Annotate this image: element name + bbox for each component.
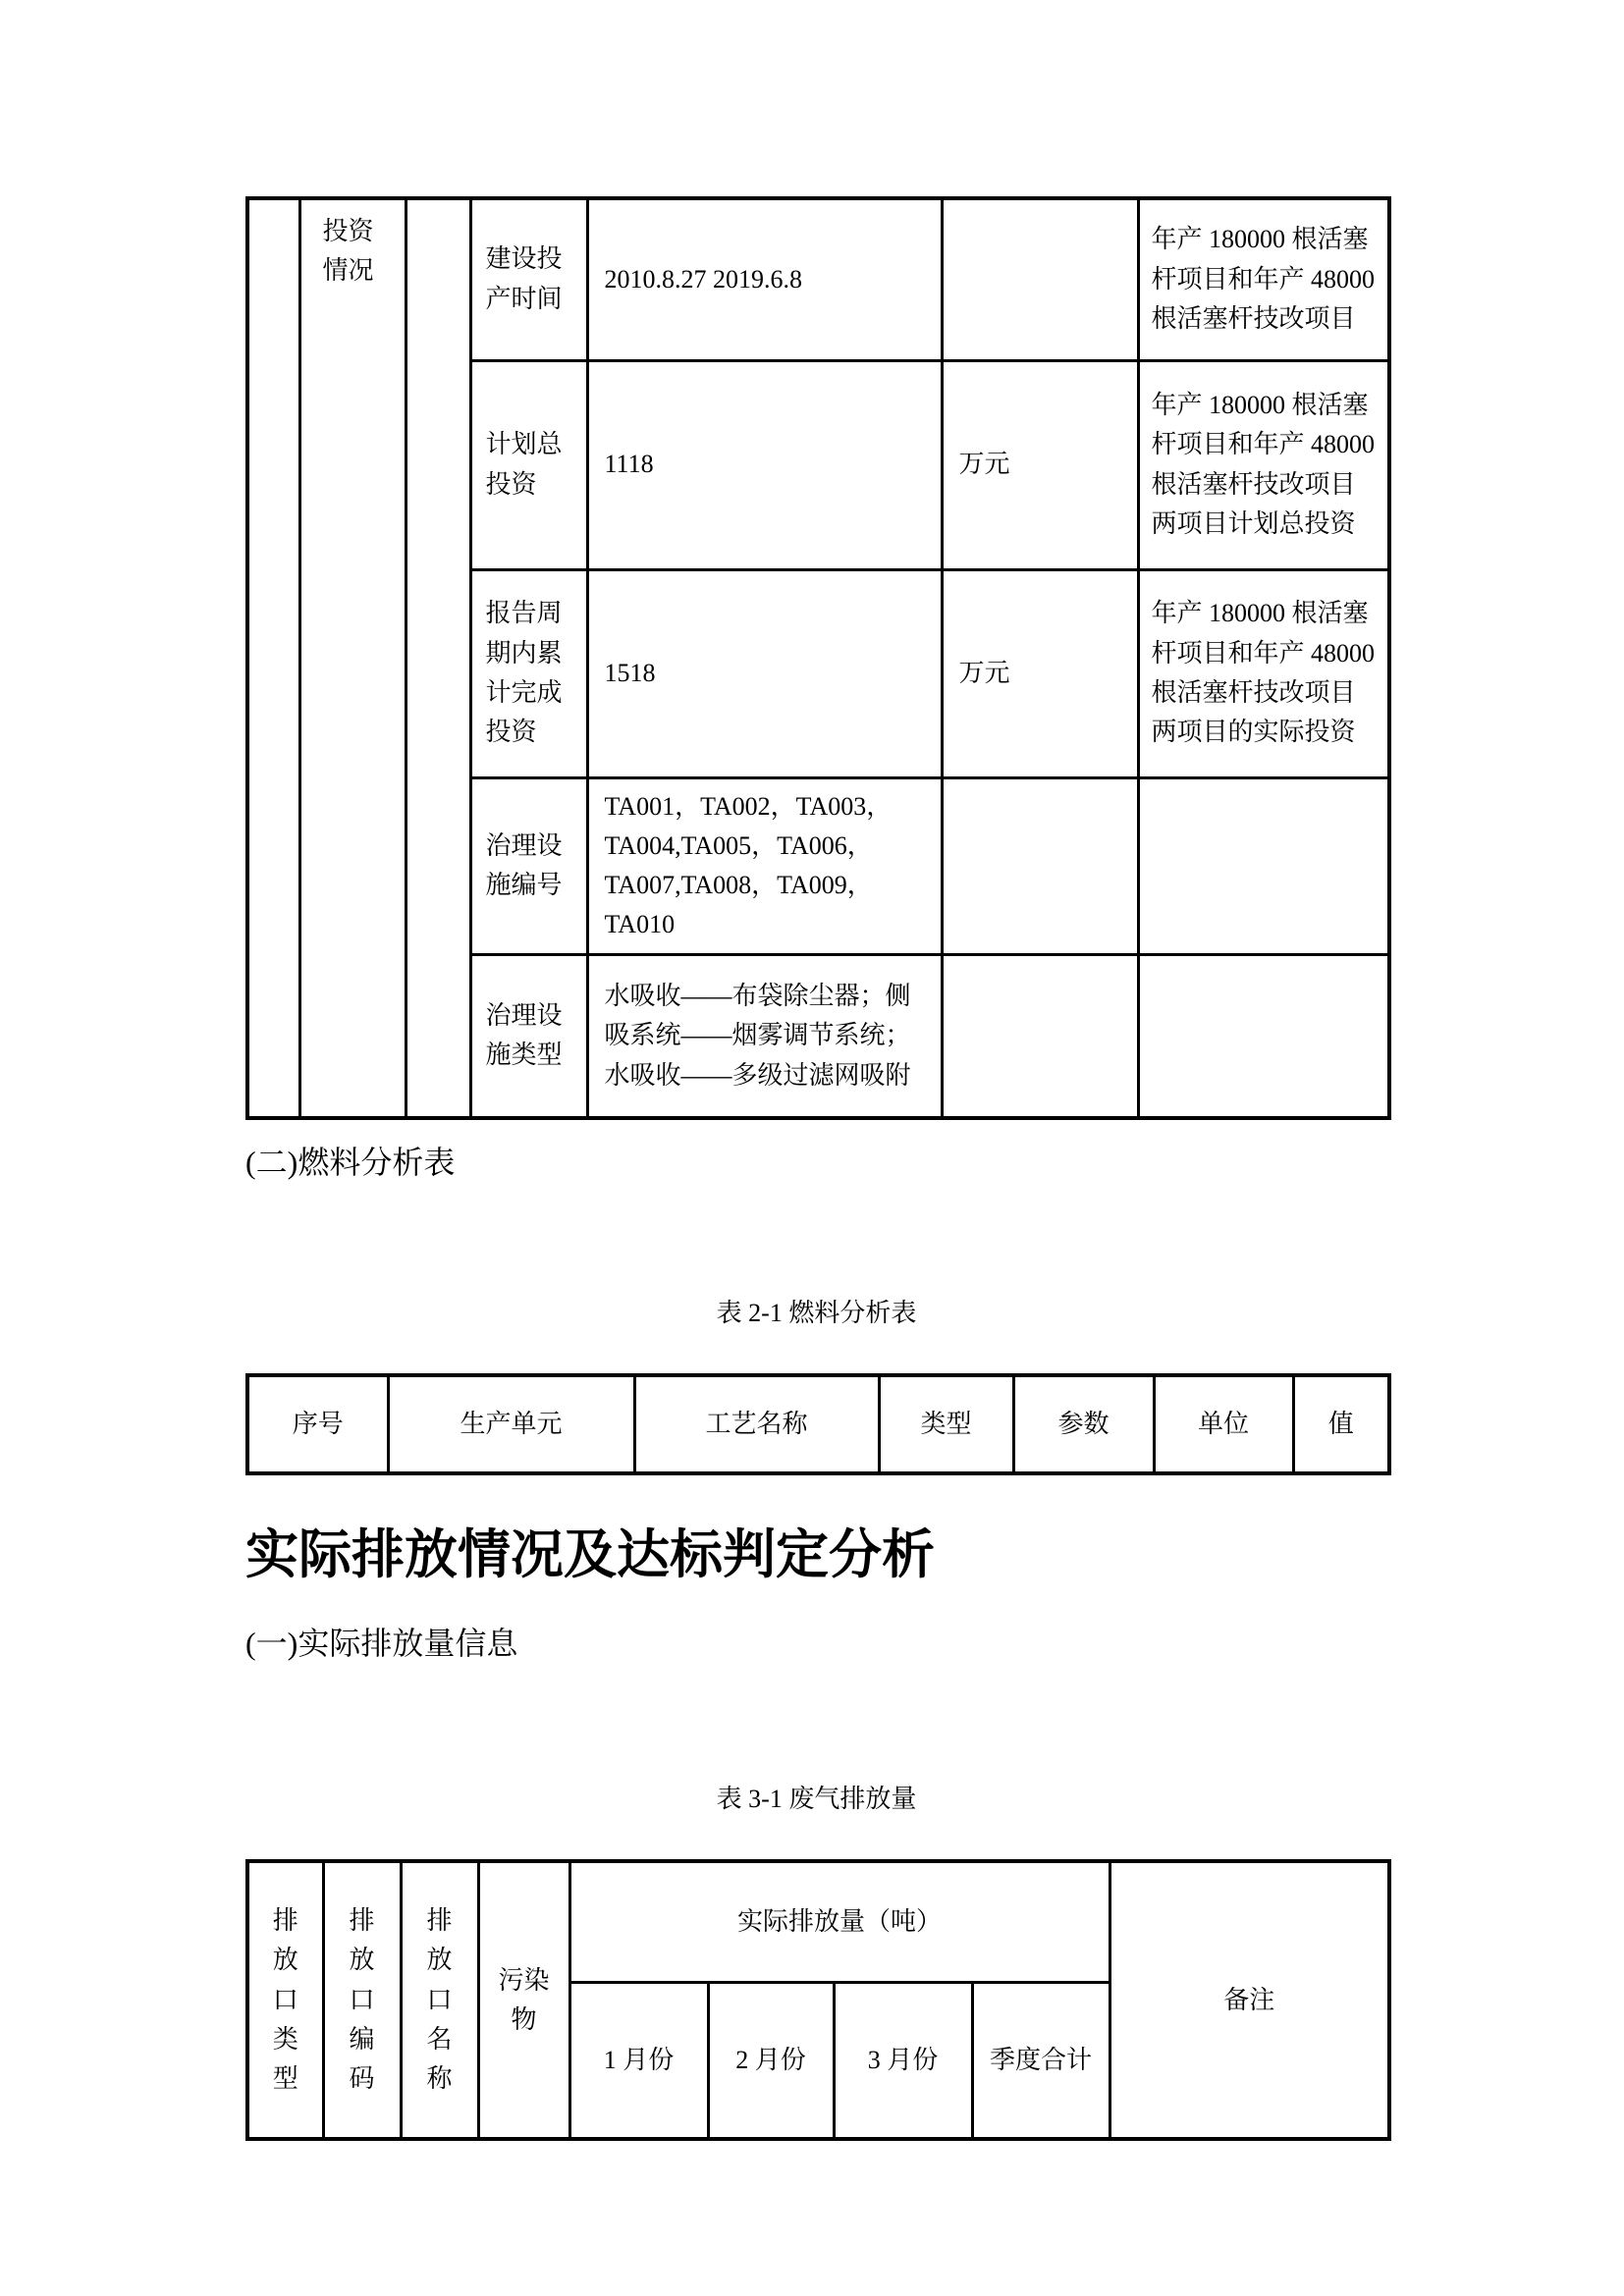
fuel-header-cell: 工艺名称 — [634, 1375, 879, 1473]
group-spacer-cell — [406, 198, 470, 1118]
outlet-name-header-cell: 排放口名称 — [401, 1861, 478, 2139]
row-unit-cell — [942, 777, 1138, 954]
emission-table-caption: 表 3-1 废气排放量 — [716, 1785, 917, 1814]
emission-section-heading: 实际排放情况及达标判定分析 — [245, 1525, 935, 1585]
row-unit-cell — [942, 954, 1138, 1118]
fuel-analysis-table — [245, 1373, 1391, 1475]
row-label-cell: 报告周期内累计完成投资 — [470, 569, 587, 777]
row-value-cell: 2010.8.27 2019.6.8 — [587, 198, 942, 360]
row-value-cell: 水吸收——布袋除尘器；侧吸系统——烟雾调节系统；水吸收——多级过滤网吸附 — [587, 954, 942, 1118]
quarter-total-header-cell: 季度合计 — [972, 1982, 1110, 2139]
pollutant-header-cell: 污染物 — [478, 1861, 569, 2139]
investment-group-label-cell: 投资情况 — [299, 198, 406, 1118]
emission-table — [245, 1859, 1391, 2141]
month-header-cell: 2 月份 — [708, 1982, 834, 2139]
row-value-cell: TA001，TA002，TA003，TA004,TA005，TA006，TA007,TA008，TA009，TA010 — [587, 777, 942, 954]
row-label-cell: 计划总投资 — [470, 360, 587, 569]
row-value-cell: 1518 — [587, 569, 942, 777]
fuel-table-caption: 表 2-1 燃料分析表 — [716, 1299, 917, 1328]
remark-header-cell: 备注 — [1110, 1861, 1389, 2139]
row-remark-cell: 年产 180000 根活塞杆项目和年产 48000 根活塞杆技改项目 — [1138, 198, 1389, 360]
row-unit-cell: 万元 — [942, 569, 1138, 777]
fuel-section-heading: (二)燃料分析表 — [245, 1145, 456, 1181]
row-remark-cell: 年产 180000 根活塞杆项目和年产 48000 根活塞杆技改项目两项目的实际投资 — [1138, 569, 1389, 777]
row-remark-cell — [1138, 777, 1389, 954]
fuel-header-cell: 参数 — [1013, 1375, 1154, 1473]
month-header-cell: 3 月份 — [834, 1982, 972, 2139]
row-label-cell: 治理设施类型 — [470, 954, 587, 1118]
left-spacer-cell — [247, 198, 299, 1118]
page-content — [245, 0, 1387, 2141]
row-label-cell: 建设投产时间 — [470, 198, 587, 360]
row-label-cell: 治理设施编号 — [470, 777, 587, 954]
row-remark-cell — [1138, 954, 1389, 1118]
outlet-code-header-cell: 排放口编码 — [323, 1861, 401, 2139]
emission-subheading: (一)实际排放量信息 — [245, 1626, 518, 1662]
row-unit-cell — [942, 198, 1138, 360]
fuel-header-cell: 生产单元 — [388, 1375, 634, 1473]
fuel-header-cell: 单位 — [1154, 1375, 1293, 1473]
row-value-cell: 1118 — [587, 360, 942, 569]
actual-emission-group-header-cell: 实际排放量（吨） — [569, 1861, 1110, 1982]
investment-table — [245, 196, 1391, 1120]
month-header-cell: 1 月份 — [569, 1982, 708, 2139]
fuel-header-cell: 类型 — [879, 1375, 1013, 1473]
fuel-header-cell: 序号 — [247, 1375, 388, 1473]
outlet-type-header-cell: 排放口类型 — [247, 1861, 323, 2139]
row-remark-cell: 年产 180000 根活塞杆项目和年产 48000 根活塞杆技改项目两项目计划总投资 — [1138, 360, 1389, 569]
fuel-header-cell: 值 — [1293, 1375, 1389, 1473]
row-unit-cell: 万元 — [942, 360, 1138, 569]
